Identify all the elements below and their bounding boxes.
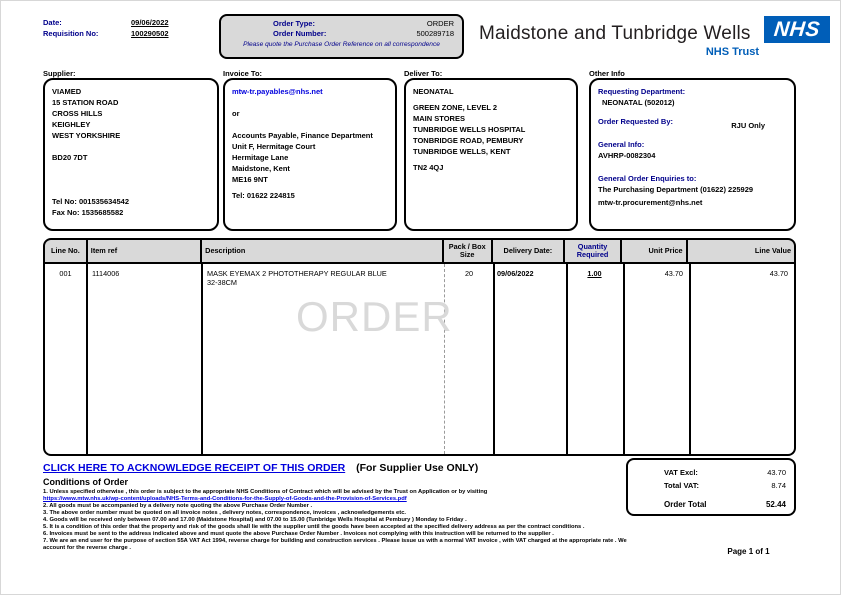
deliver-to-label: Deliver To: <box>404 69 443 78</box>
requesting-department-value: NEONATAL (502012) <box>602 98 675 107</box>
requisition-label: Requisition No: <box>43 29 99 38</box>
deliver-postcode: TN2 4QJ <box>413 163 444 172</box>
procurement-email-link[interactable]: mtw-tr.procurement@nhs.net <box>598 198 703 207</box>
order-type-value: ORDER <box>426 19 454 28</box>
cell-pack-size: 20 <box>464 269 474 278</box>
supplier-address-line: 15 STATION ROAD <box>52 98 119 107</box>
total-vat-value: 8.74 <box>771 481 786 490</box>
column-divider <box>201 264 203 454</box>
col-header-line-value: Line Value <box>754 245 792 255</box>
supplier-box <box>43 78 219 231</box>
enquiries-label: General Order Enquiries to: <box>598 174 697 183</box>
deliver-address-line: TONBRIDGE ROAD, PEMBURY <box>413 136 524 145</box>
order-reference-note: Please quote the Purchase Order Reference on all correspondence <box>243 41 440 48</box>
trust-name: Maidstone and Tunbridge Wells <box>479 23 751 44</box>
condition-item: 2. All goods must be accompanied by a delivery note quoting the above Purchase Order Number . <box>43 503 313 509</box>
supplier-label: Supplier: <box>43 69 76 78</box>
cell-line-no: 001 <box>59 269 72 278</box>
condition-item: 3. The above order number must be quoted on all invoice notes , delivery notes, correspondence, invoices , acknowledgements etc. <box>43 510 407 516</box>
order-total-label: Order Total <box>664 500 707 509</box>
order-requested-by-value: RJU Only <box>731 121 765 130</box>
invoice-to-label: Invoice To: <box>223 69 263 78</box>
vat-excl-label: VAT Excl: <box>664 468 698 477</box>
payables-email-link[interactable]: mtw-tr.payables@nhs.net <box>232 87 323 96</box>
nhs-logo-text: NHS <box>772 17 822 41</box>
supplier-tel: Tel No: 001535634542 <box>52 197 129 206</box>
invoice-tel: Tel: 01622 224815 <box>232 191 295 200</box>
condition-item: 7. We are an end user for the purpose of section 55A VAT Act 1994, reverse charge for building and construction services . Please issue us with a normal VAT invoice , with VAT charged at the appropriate rate . We account for the reverse charge . <box>43 538 627 551</box>
column-divider <box>623 264 625 454</box>
deliver-address-line: TUNBRIDGE WELLS HOSPITAL <box>413 125 526 134</box>
nhs-logo <box>764 16 830 43</box>
order-number-label: Order Number: <box>273 29 327 38</box>
invoice-to-box <box>223 78 397 231</box>
col-header-quantity: Quantity Required <box>565 240 622 262</box>
order-total-value: 52.44 <box>765 500 786 509</box>
invoice-address-line: Maidstone, Kent <box>232 164 290 173</box>
deliver-to-box <box>404 78 578 231</box>
date-label: Date: <box>43 18 62 27</box>
col-header-line-no: Line No. <box>45 240 88 262</box>
acknowledge-line <box>43 462 478 474</box>
conditions-url-link[interactable]: https://www.mtw.nhs.uk/wp-content/uploads/NHS-Terms-and-Conditions-for-the-Supply-of-Goods-and-the-Provision-of-Services.pdf <box>43 496 407 502</box>
cell-delivery-date: 09/06/2022 <box>497 269 534 278</box>
invoice-address-line: Unit F, Hermitage Court <box>232 142 316 151</box>
date-value: 09/06/2022 <box>131 18 169 27</box>
order-number-value: 500289718 <box>416 29 454 38</box>
order-watermark: ORDER <box>296 293 453 340</box>
supplier-address-line: KEIGHLEY <box>52 120 91 129</box>
requesting-department-label: Requesting Department: <box>598 87 686 96</box>
invoice-address-line: Hermitage Lane <box>232 153 289 162</box>
conditions-list <box>43 489 641 552</box>
totals-box <box>626 458 796 516</box>
total-vat-label: Total VAT: <box>664 481 699 490</box>
deliver-department: NEONATAL <box>413 87 454 96</box>
order-summary-box <box>219 14 464 59</box>
cell-item-ref: 1114006 <box>92 269 120 278</box>
order-type-label: Order Type: <box>273 19 315 28</box>
condition-item: 5. It is a condition of this order that the property and risk of the goods shall lie with the supplier until the goods have been accepted at the specified delivery address as per the contract conditions . <box>43 524 585 530</box>
general-info-label: General Info: <box>598 140 645 149</box>
condition-item: 6. Invoices must be sent to the address indicated above and must quote the above Purchase Order Number . Invoices not complying with this instruction will be returned to the supplier . <box>43 531 554 537</box>
acknowledge-receipt-link[interactable]: CLICK HERE TO ACKNOWLEDGE RECEIPT OF THIS ORDER <box>43 462 346 474</box>
supplier-use-note: (For Supplier Use ONLY) <box>356 462 479 474</box>
column-divider <box>566 264 568 454</box>
condition-item: 4. Goods will be received only between 07.00 and 17.00 (Maidstone Hospital) and 07.00 to 15.00 (Tunbridge Wells Hospital at Pembury ) Monday to Friday . <box>43 517 467 523</box>
supplier-name: VIAMED <box>52 87 82 96</box>
invoice-address-line: ME16 9NT <box>232 175 268 184</box>
supplier-fax: Fax No: 1535685582 <box>52 208 124 217</box>
invoice-or-text: or <box>232 109 240 118</box>
supplier-address-line: CROSS HILLS <box>52 109 103 118</box>
deliver-address-line: MAIN STORES <box>413 114 465 123</box>
page-indicator: Page 1 of 1 <box>727 547 770 556</box>
other-info-label: Other Info <box>589 69 625 78</box>
deliver-address-line: GREEN ZONE, LEVEL 2 <box>413 103 498 112</box>
cell-unit-price: 43.70 <box>664 269 683 278</box>
col-header-description: Description <box>202 240 444 262</box>
col-header-delivery-date: Delivery Date: <box>493 240 566 262</box>
other-info-box <box>589 78 796 231</box>
general-info-value: AVHRP-0082304 <box>598 151 656 160</box>
supplier-postcode: BD20 7DT <box>52 153 88 162</box>
cell-quantity: 1.00 <box>587 269 602 278</box>
order-requested-by-label: Order Requested By: <box>598 117 674 126</box>
column-divider <box>493 264 495 454</box>
supplier-address-line: WEST YORKSHIRE <box>52 131 121 140</box>
cell-description: MASK EYEMAX 2 PHOTOTHERAPY REGULAR BLUE 32-38CM <box>207 269 387 287</box>
col-header-unit-price: Unit Price <box>622 240 688 262</box>
column-divider <box>86 264 88 454</box>
col-header-pack-size: Pack / Box Size <box>444 240 493 262</box>
enquiries-department: The Purchasing Department (01622) 225929 <box>598 185 754 194</box>
condition-item: 1. Unless specified otherwise , this order is subject to the appropriate NHS Conditions of Contract which will be advised by the Trust on Application or by visiting <box>43 489 488 495</box>
invoice-address-line: Accounts Payable, Finance Department <box>232 131 373 140</box>
vat-excl-value: 43.70 <box>767 468 786 477</box>
column-divider <box>689 264 691 454</box>
cell-line-value: 43.70 <box>769 269 788 278</box>
line-items-header <box>43 238 796 264</box>
requisition-value: 100290502 <box>131 29 169 38</box>
col-header-item-ref: Item ref <box>88 240 202 262</box>
deliver-address-line: TUNBRIDGE WELLS, KENT <box>413 147 511 156</box>
conditions-title: Conditions of Order <box>43 477 128 487</box>
trust-subtitle: NHS Trust <box>705 46 759 58</box>
